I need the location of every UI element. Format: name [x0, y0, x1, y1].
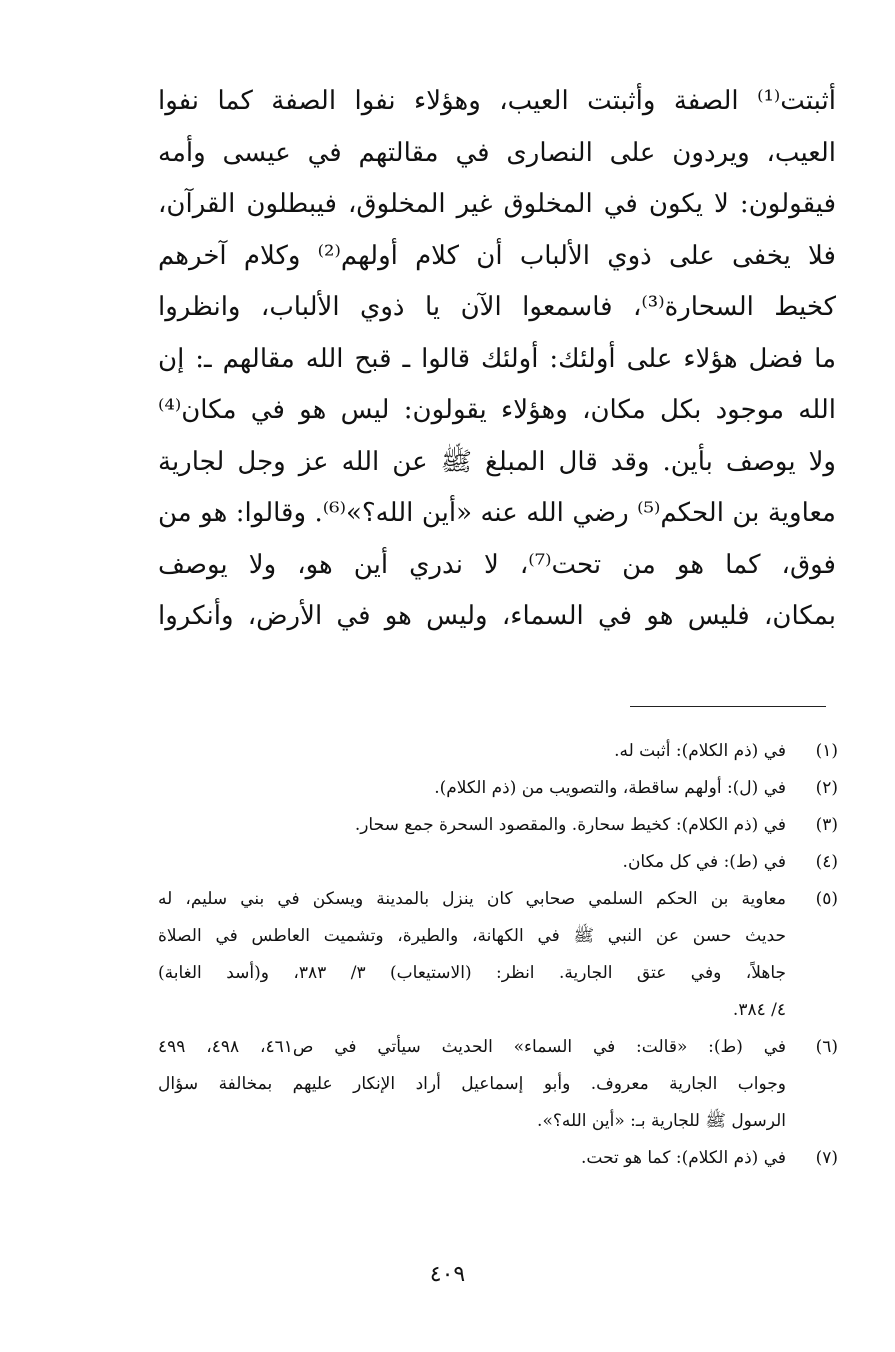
main-text-line: ولا يوصف بأين. وقد قال المبلغ ﷺ عن الله عز وجل لجارية — [158, 446, 836, 477]
footnote-item — [158, 770, 838, 807]
footnote-line: في (ل): أولهم ساقطة، والتصويب من (ذم الكلام). — [434, 778, 786, 798]
main-text-line: العيب، ويردون على النصارى في مقالتهم في عيسى وأمه — [158, 137, 836, 168]
footnote-line: في (ط): «قالت: في السماء» الحديث سيأتي في ص٤٦١، ٤٩٨، ٤٩٩ — [158, 1037, 786, 1057]
footnote-item — [158, 1140, 838, 1177]
footnotes-section — [158, 733, 838, 1177]
page-number: ٤٠٩ — [429, 1262, 466, 1287]
main-text-line: أثبتت⁽¹⁾ الصفة وأثبتت العيب، وهؤلاء نفوا الصفة كما نفوا — [158, 86, 836, 116]
main-text-line: بمكان، فليس هو في السماء، وليس هو في الأرض، وأنكروا — [158, 601, 836, 631]
footnote-text — [158, 844, 786, 881]
footnote-line: حديث حسن عن النبي ﷺ في الكهانة، والطيرة، وتشميت العاطس في الصلاة — [158, 926, 786, 946]
footnote-line: الرسول ﷺ للجارية بـ: «أين الله؟». — [537, 1111, 786, 1131]
footnote-text — [158, 1029, 786, 1140]
footnote-text — [158, 881, 786, 1029]
footnote-line: وجواب الجارية معروف. وأبو إسماعيل أراد الإنكار عليهم بمخالفة سؤال — [158, 1074, 786, 1094]
main-text-line: ما فضل هؤلاء على أولئك: أولئك قالوا ـ قبح الله مقالهم ـ: إن — [158, 343, 836, 374]
footnote-number: (٢) — [815, 778, 838, 798]
main-text-line: فوق، كما هو من تحت⁽⁷⁾، لا ندري أين هو، ولا يوصف — [158, 549, 836, 580]
footnote-item — [158, 733, 838, 770]
footnote-number: (٤) — [815, 852, 838, 872]
footnote-item — [158, 1029, 838, 1140]
footnote-line: في (ط): في كل مكان. — [622, 852, 786, 872]
main-text-line: معاوية بن الحكم⁽⁵⁾ رضي الله عنه «أين الله؟»⁽⁶⁾. وقالوا: هو من — [158, 498, 836, 528]
footnote-line: في (ذم الكلام): كما هو تحت. — [580, 1148, 786, 1168]
footnote-line: معاوية بن الحكم السلمي صحابي كان ينزل بالمدينة ويسكن في بني سليم، له — [158, 889, 786, 909]
footnote-line: في (ذم الكلام): كخيط سحارة. والمقصود السحرة جمع سحار. — [354, 815, 786, 835]
footnote-text — [158, 1140, 786, 1177]
footnote-number: (٧) — [815, 1148, 838, 1168]
footnote-text — [158, 807, 786, 844]
footnote-separator — [630, 706, 826, 707]
footnote-number: (١) — [815, 741, 838, 761]
footnote-item — [158, 881, 838, 1029]
footnote-item — [158, 844, 838, 881]
footnote-number: (٦) — [815, 1037, 838, 1057]
main-text-line: فيقولون: لا يكون في المخلوق غير المخلوق، فيبطلون القرآن، — [158, 189, 836, 219]
footnote-text — [158, 733, 786, 770]
footnote-line: ٤/ ٣٨٤. — [732, 1000, 786, 1020]
main-text-line: فلا يخفى على ذوي الألباب أن كلام أولهم⁽²⁾ وكلام آخرهم — [158, 240, 836, 271]
main-text-line: كخيط السحارة⁽³⁾، فاسمعوا الآن يا ذوي الألباب، وانظروا — [158, 292, 836, 322]
footnote-line: جاهلاً، وفي عتق الجارية. انظر: (الاستيعاب) ٣/ ٣٨٣، و(أسد الغابة) — [158, 963, 786, 983]
footnote-number: (٣) — [815, 815, 838, 835]
footnote-number: (٥) — [815, 889, 838, 909]
main-text-block — [158, 76, 836, 643]
footnote-item — [158, 807, 838, 844]
main-text-line: الله موجود بكل مكان، وهؤلاء يقولون: ليس هو في مكان⁽⁴⁾ — [158, 395, 836, 425]
footnote-line: في (ذم الكلام): أثبت له. — [614, 741, 786, 761]
footnote-text — [158, 770, 786, 807]
